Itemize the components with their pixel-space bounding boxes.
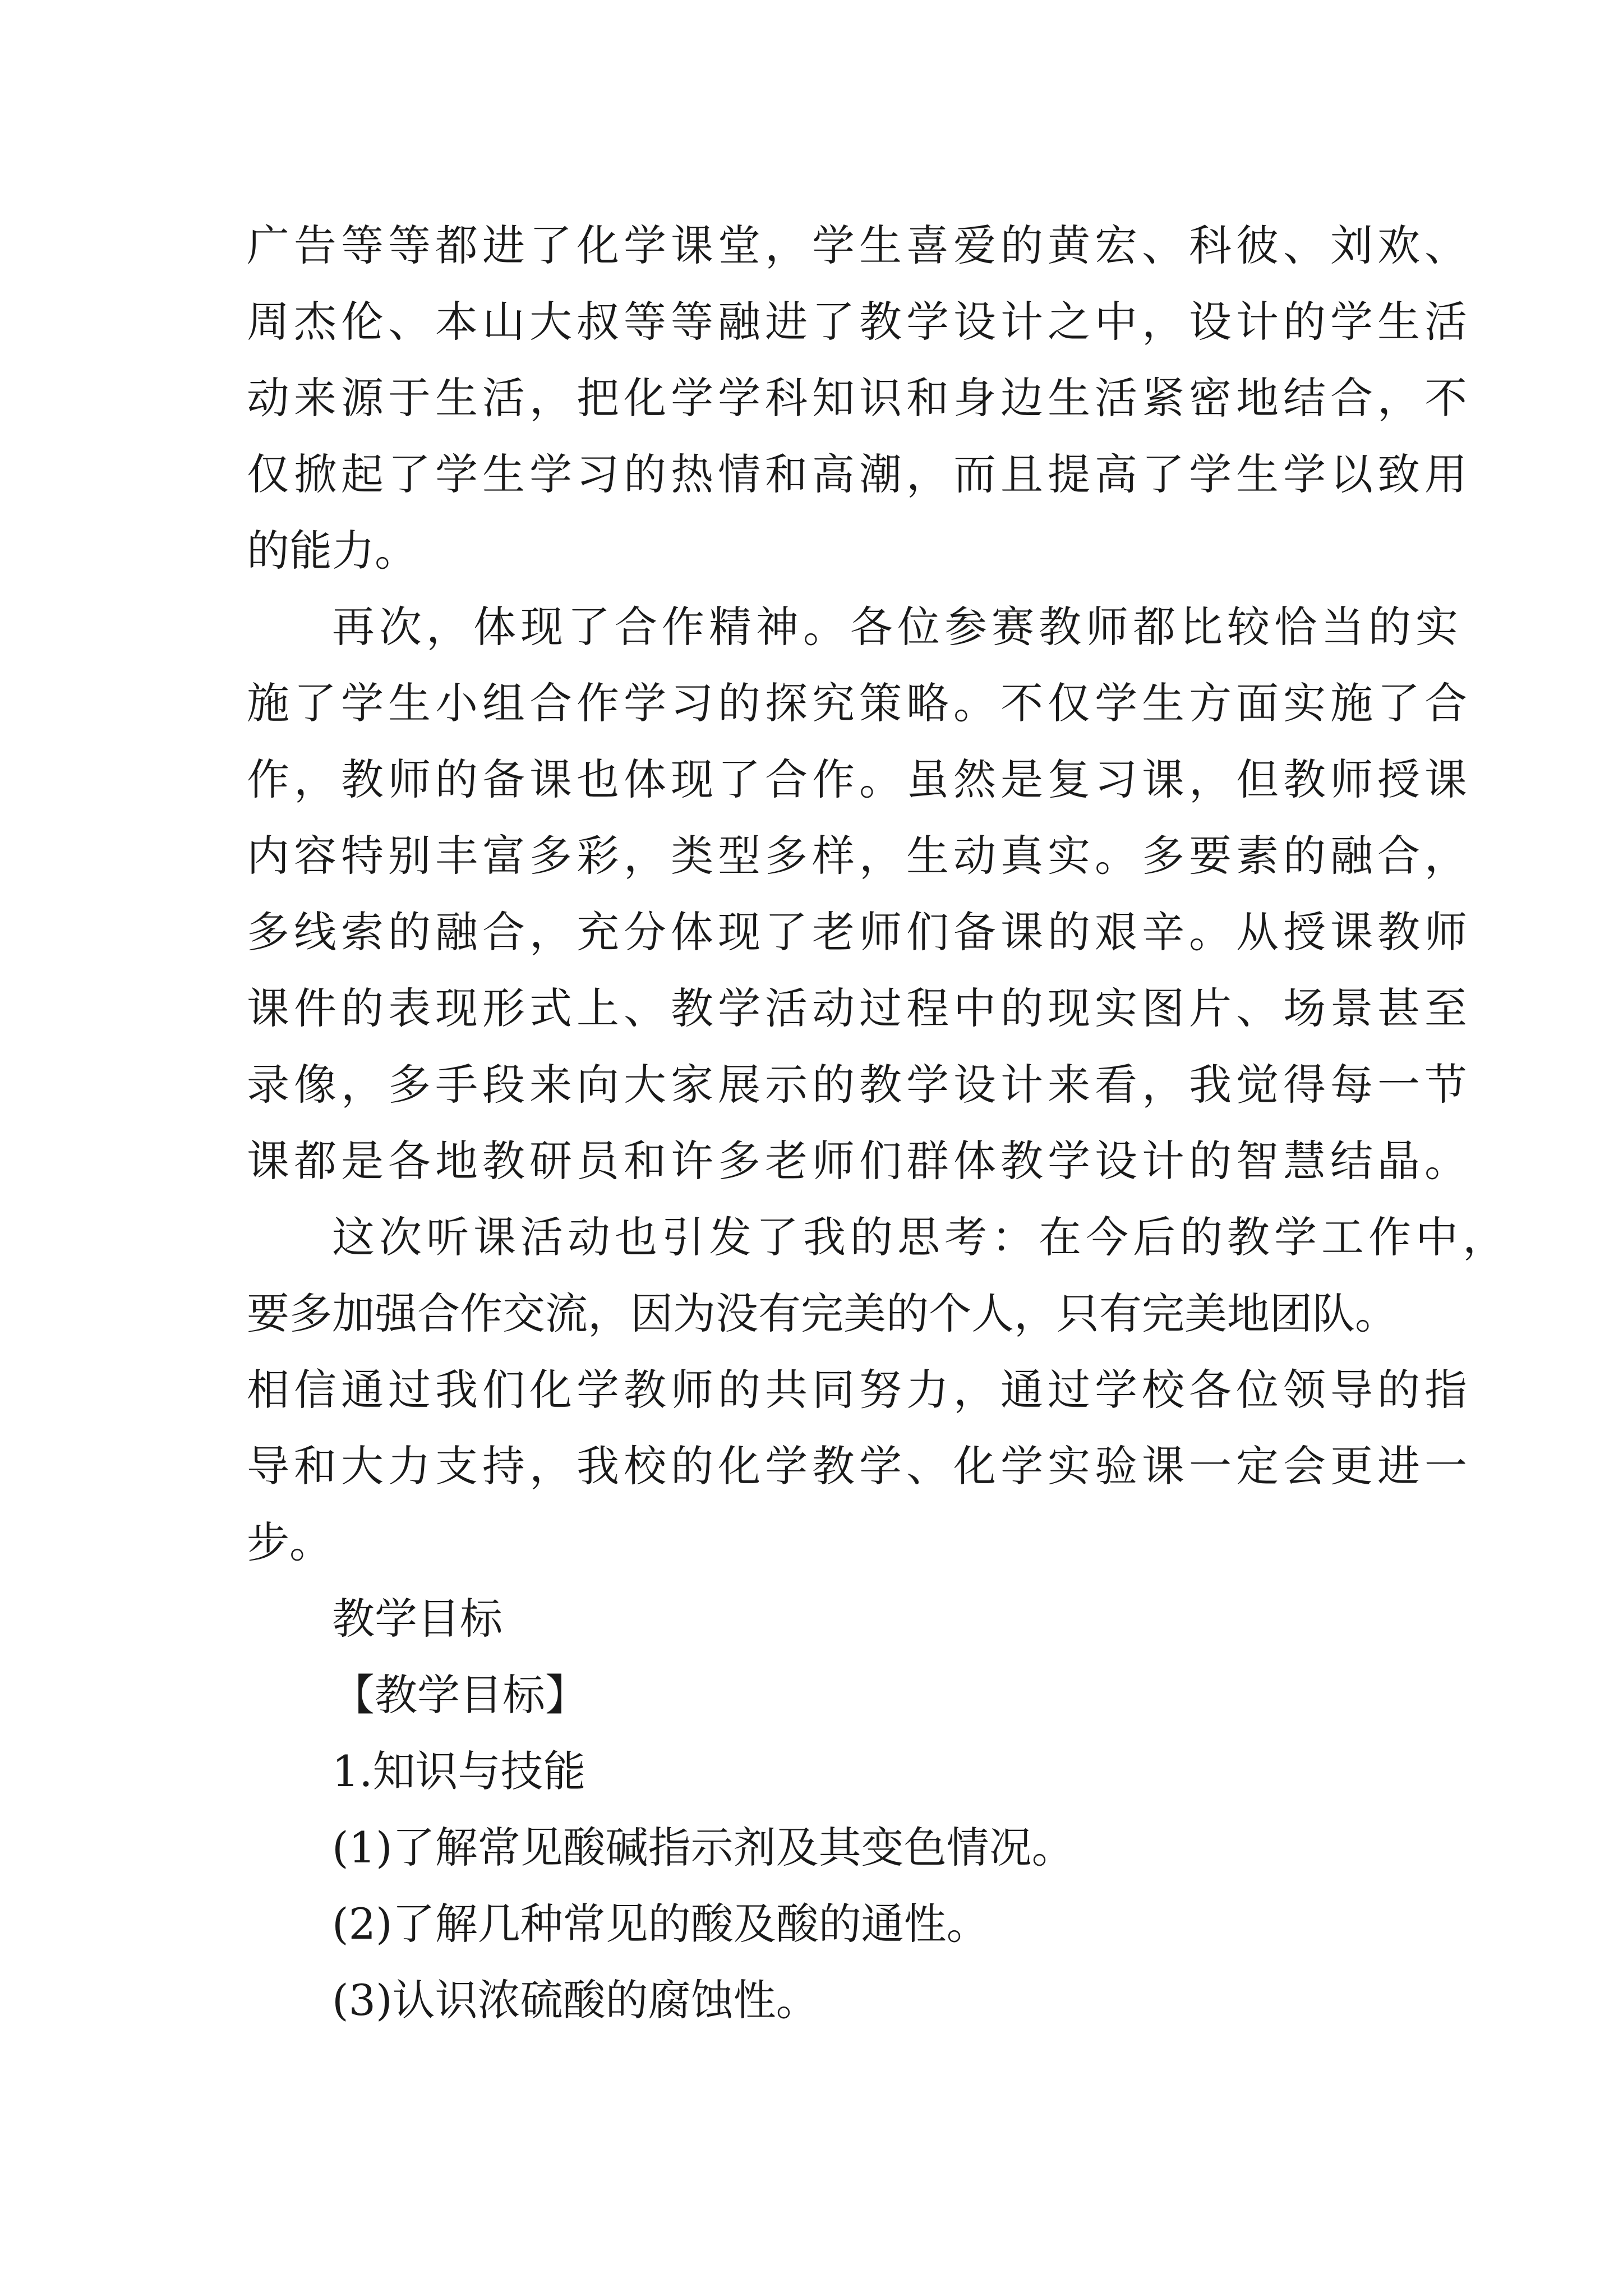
paragraph-line: 再次，体现了合作精神。各位参赛教师都比较恰当的实 <box>332 602 1463 652</box>
objective-item: (1)了解常见酸碱指示剂及其变色情况。 <box>332 1823 1075 1872</box>
paragraph-line: 课都是各地教研员和许多老师们群体教学设计的智慧结晶。 <box>247 1136 1472 1186</box>
paragraph-line: 仅掀起了学生学习的热情和高潮，而且提高了学生学以致用 <box>247 449 1472 499</box>
paragraph-line: 的能力。 <box>247 526 417 576</box>
paragraph-line: 作，教师的备课也体现了合作。虽然是复习课，但教师授课 <box>247 754 1472 804</box>
paragraph-line: 要多加强合作交流，因为没有完美的个人，只有完美地团队。 <box>247 1289 1398 1338</box>
paragraph-line: 动来源于生活，把化学学科知识和身边生活紧密地结合，不 <box>247 373 1472 423</box>
objectives-section-title: 1.知识与技能 <box>332 1746 586 1796</box>
paragraph-2 <box>247 589 1472 1199</box>
paragraph-line: 施了学生小组合作学习的探究策略。不仅学生方面实施了合 <box>247 678 1472 728</box>
paragraph-line: 步。 <box>247 1517 332 1567</box>
objective-item: (2)了解几种常见的酸及酸的通性。 <box>332 1899 989 1949</box>
document-page <box>247 208 1510 2039</box>
paragraph-line: 课件的表现形式上、教学活动过程中的现实图片、场景甚至 <box>247 983 1472 1033</box>
paragraph-line: 相信通过我们化学教师的共同努力，通过学校各位领导的指 <box>247 1365 1472 1415</box>
paragraph-line: 这次听课活动也引发了我的思考：在今后的教学工作中， <box>332 1212 1510 1262</box>
paragraph-line: 多线索的融合，充分体现了老师们备课的艰辛。从授课教师 <box>247 907 1472 957</box>
objective-item: (3)认识浓硫酸的腐蚀性。 <box>332 1975 819 2025</box>
objectives-heading: 【教学目标】 <box>332 1670 588 1720</box>
paragraph-line: 内容特别丰富多彩，类型多样，生动真实。多要素的融合， <box>247 831 1472 881</box>
paragraph-3 <box>247 1199 1510 1581</box>
paragraph-1 <box>247 208 1472 589</box>
section-heading: 教学目标 <box>332 1594 502 1644</box>
paragraph-line: 广告等等都进了化学课堂，学生喜爱的黄宏、科彼、刘欢、 <box>247 220 1472 270</box>
paragraph-line: 导和大力支持，我校的化学教学、化学实验课一定会更进一 <box>247 1441 1472 1491</box>
paragraph-line: 周杰伦、本山大叔等等融进了教学设计之中，设计的学生活 <box>247 297 1472 347</box>
paragraph-line: 录像，多手段来向大家展示的教学设计来看，我觉得每一节 <box>247 1060 1472 1110</box>
